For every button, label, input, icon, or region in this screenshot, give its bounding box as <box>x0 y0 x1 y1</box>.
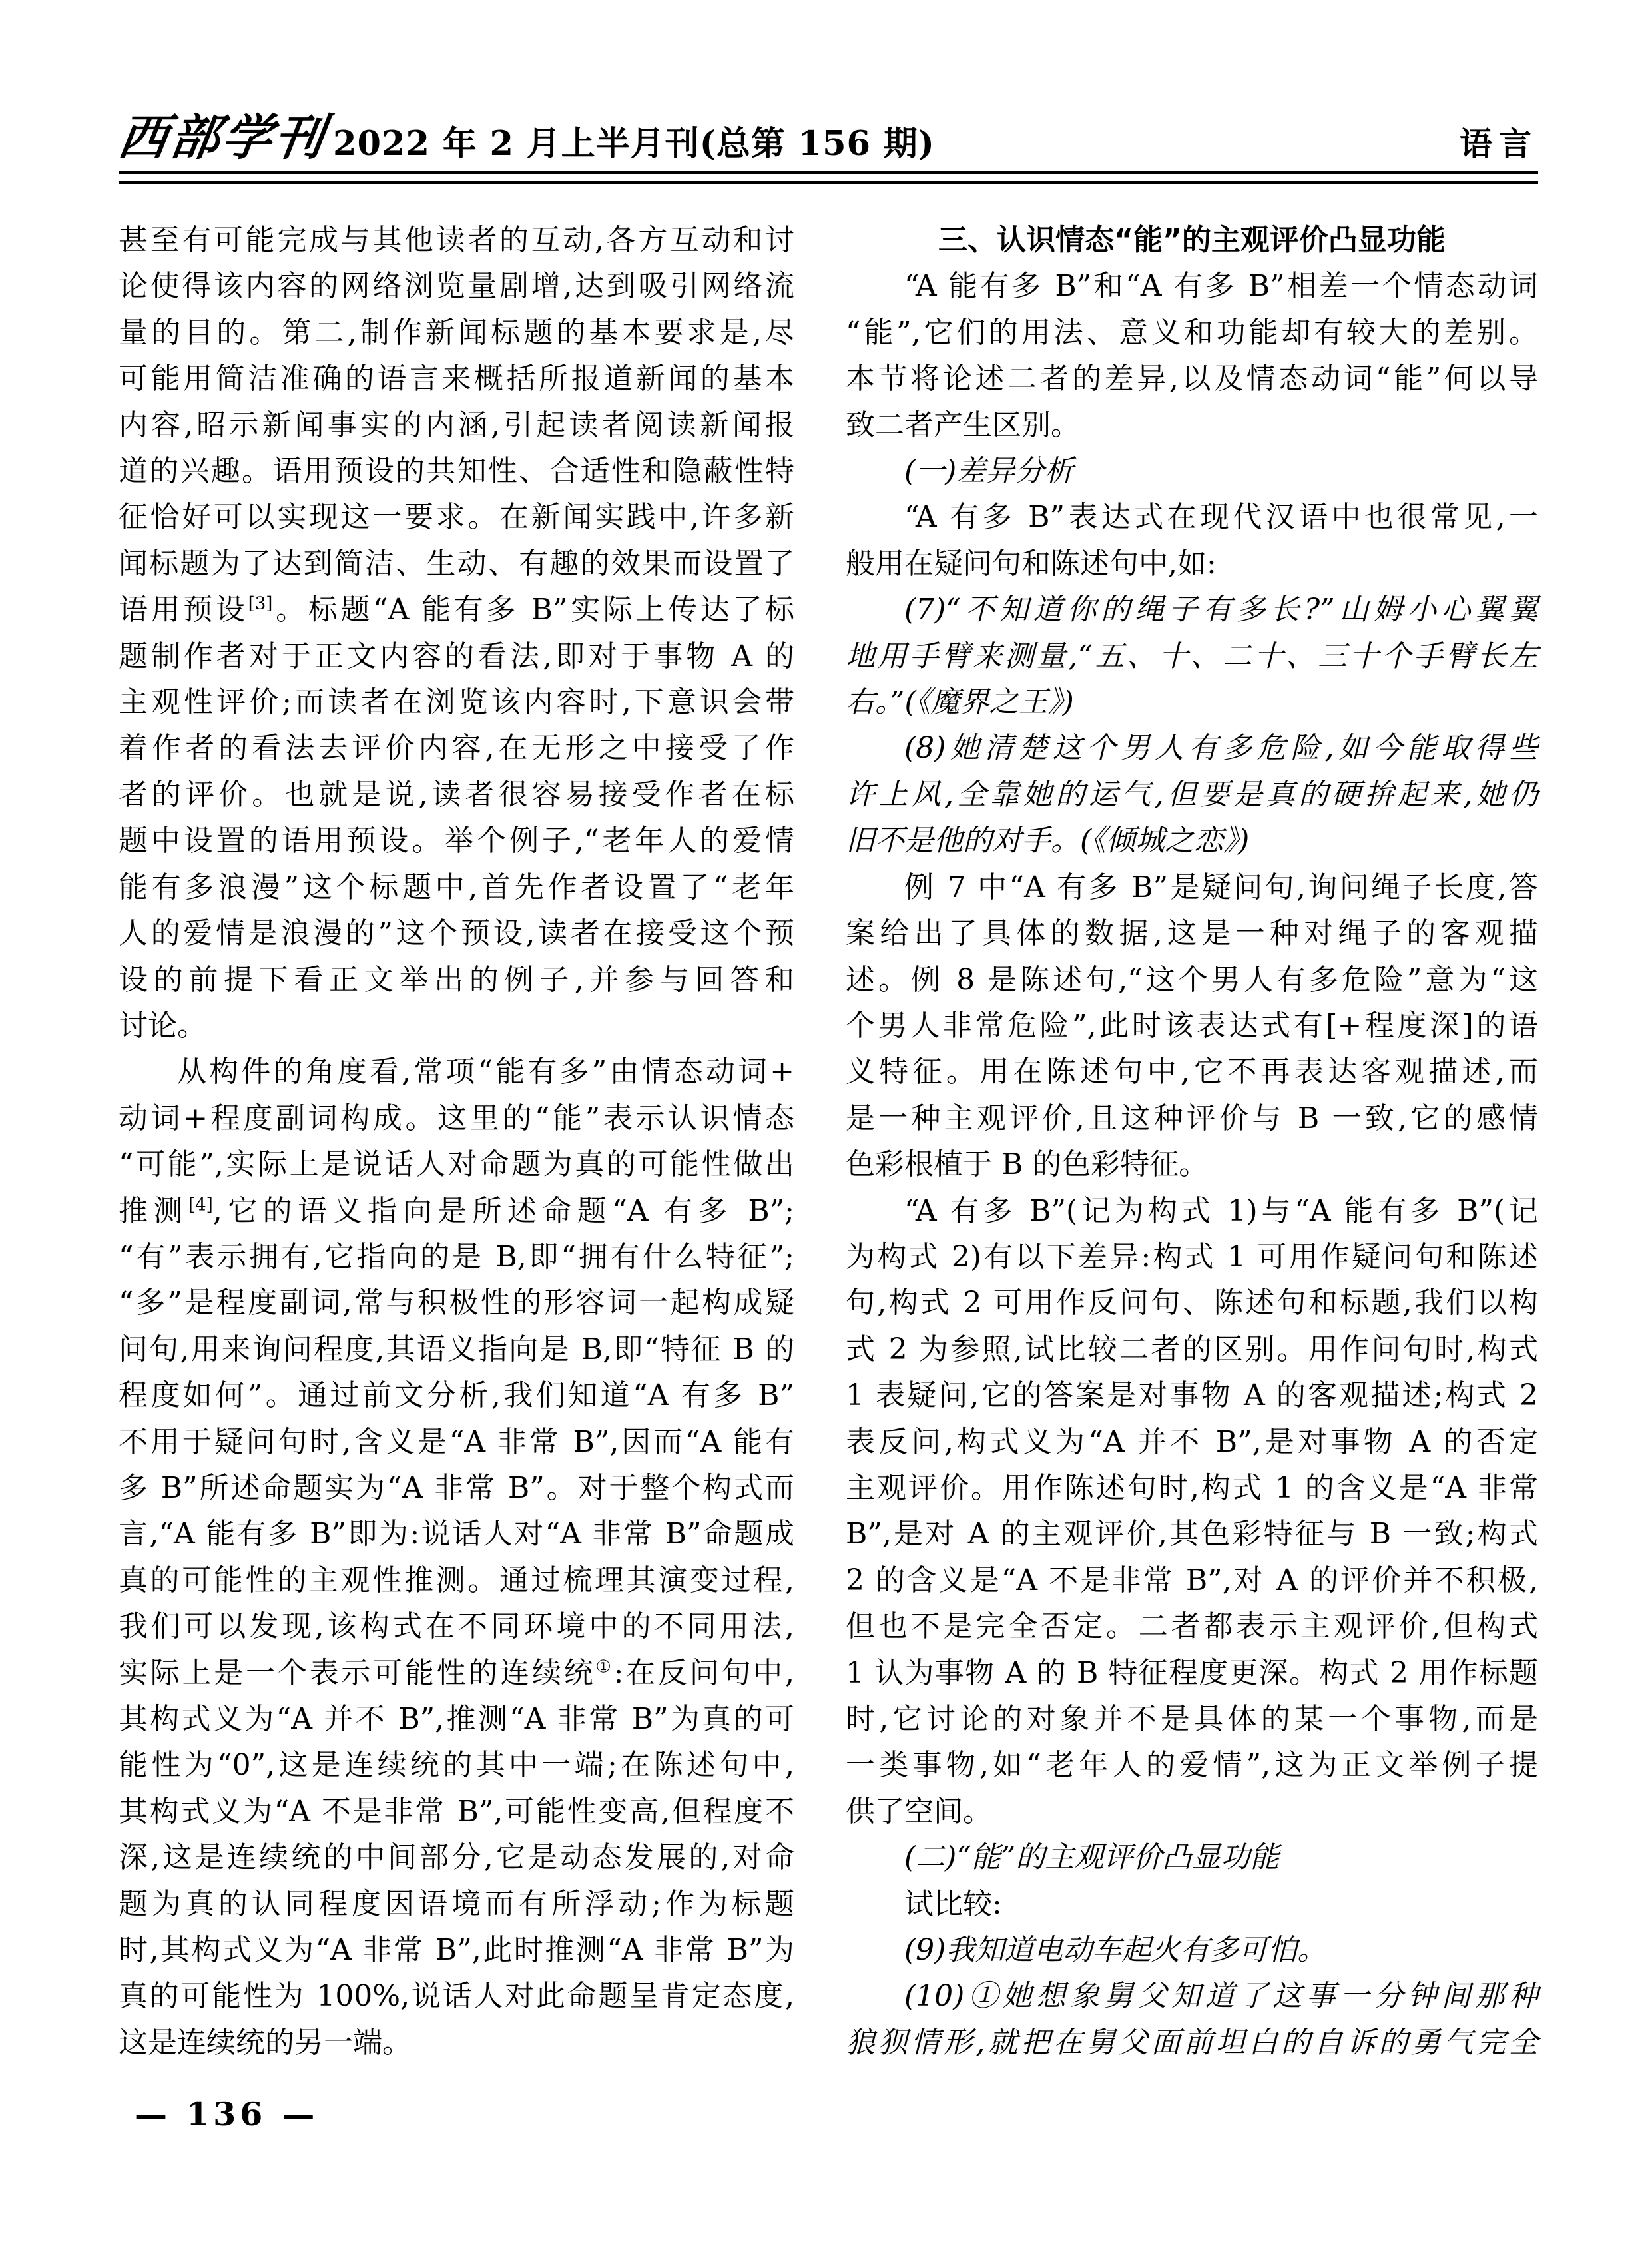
text-line: 本节将论述二者的差异,以及情态动词“能”何以导 <box>846 362 1538 396</box>
example-text-line: 许上风,全靠她的运气,但要是真的硬拚起来,她仍 <box>846 777 1538 812</box>
text-line: 题为真的认同程度因语境而有所浮动;作为标题 <box>119 1886 794 1921</box>
text-line: 真的可能性的主观性推测。通过梳理其演变过程, <box>119 1563 794 1597</box>
text-line: 题制作者对于正文内容的看法,即对于事物 A 的 <box>119 639 794 673</box>
text-line: 量的目的。第二,制作新闻标题的基本要求是,尽 <box>119 315 794 350</box>
text-line: 色彩根植于 B 的色彩特征。 <box>846 1147 1209 1182</box>
text-line: “能”,它们的用法、意义和功能却有较大的差别。 <box>846 315 1538 350</box>
text-line: “A 能有多 B”和“A 有多 B”相差一个情态动词 <box>904 269 1538 304</box>
text-line: “有”表示拥有,它指向的是 B,即“拥有什么特征”; <box>119 1239 794 1274</box>
example-text-line: (7)“不知道你的绳子有多长?”山姆小心翼翼 <box>904 593 1538 627</box>
text-line: 1 表疑问,它的答案是对事物 A 的客观描述;构式 2 <box>846 1378 1538 1413</box>
text-line: 征恰好可以实现这一要求。在新闻实践中,许多新 <box>119 500 794 535</box>
text-line: 深,这是连续统的中间部分,它是动态发展的,对命 <box>119 1840 794 1875</box>
text-line: 一类事物,如“老年人的爱情”,这为正文举例子提 <box>846 1748 1538 1783</box>
text-line: 问句,用来询问程度,其语义指向是 B,即“特征 B 的 <box>119 1332 794 1366</box>
example-text-line: (8)她清楚这个男人有多危险,如今能取得些 <box>904 731 1538 766</box>
text-line: 设的前提下看正文举出的例子,并参与回答和 <box>119 962 794 997</box>
example-text-line: 狼狈情形,就把在舅父面前坦白的自诉的勇气完全 <box>846 2025 1538 2060</box>
journal-masthead <box>114 109 935 166</box>
text-line: 1 认为事物 A 的 B 特征程度更深。构式 2 用作标题 <box>846 1655 1538 1690</box>
text-line: 言,“A 能有多 B”即为:说话人对“A 非常 B”命题成 <box>119 1517 794 1551</box>
example-text-line: (10)①她想象舅父知道了这事一分钟间那种 <box>904 1979 1538 2014</box>
text-line: 动词+程度副词构成。这里的“能”表示认识情态 <box>119 1101 794 1135</box>
example-text-line: (9)我知道电动车起火有多可怕。 <box>904 1933 1327 1968</box>
article-body <box>119 217 1538 2066</box>
text-line: 论使得该内容的网络浏览量剧增,达到吸引网络流 <box>119 269 795 304</box>
right-column <box>846 217 1538 2066</box>
text-line: 是一种主观评价,且这种评价与 B 一致,它的感情 <box>846 1101 1538 1135</box>
text-line: 案给出了具体的数据,这是一种对绳子的客观描 <box>846 916 1538 951</box>
text-line: 实际上是一个表示可能性的连续统①:在反问句中, <box>119 1655 795 1690</box>
left-column <box>119 217 794 2066</box>
text-line: 时,其构式义为“A 非常 B”,此时推测“A 非常 B”为 <box>119 1933 794 1968</box>
text-line: 致二者产生区别。 <box>846 408 1080 442</box>
text-line: 2 的含义是“A 不是非常 B”,对 A 的评价并不积极, <box>846 1563 1538 1597</box>
text-line: “可能”,实际上是说话人对命题为真的可能性做出 <box>119 1147 794 1182</box>
text-line: 讨论。 <box>119 1008 206 1043</box>
text-line: 者的评价。也就是说,读者很容易接受作者在标 <box>119 777 794 812</box>
page-header <box>114 99 1538 166</box>
example-text-line: 右。”(《魔界之王》) <box>846 685 1074 720</box>
subsection-heading: (二)“能”的主观评价凸显功能 <box>904 1840 1280 1875</box>
text-line: 句,构式 2 可用作反问句、陈述句和标题,我们以构 <box>846 1286 1538 1320</box>
text-line: 程度如何”。通过前文分析,我们知道“A 有多 B” <box>119 1378 794 1413</box>
text-line: 着作者的看法去评价内容,在无形之中接受了作 <box>119 731 794 766</box>
text-line: 道的兴趣。语用预设的共知性、合适性和隐蔽性特 <box>119 454 794 489</box>
text-line: 从构件的角度看,常项“能有多”由情态动词+ <box>177 1055 794 1089</box>
page-number: — 136 — <box>135 2095 319 2134</box>
text-line: 其构式义为“A 并不 B”,推测“A 非常 B”为真的可 <box>119 1702 794 1736</box>
text-line: 但也不是完全否定。二者都表示主观评价,但构式 <box>846 1609 1538 1644</box>
text-line: 甚至有可能完成与其他读者的互动,各方互动和讨 <box>119 223 794 257</box>
text-line: 能性为“0”,这是连续统的其中一端;在陈述句中, <box>119 1748 794 1783</box>
text-line: 式 2 为参照,试比较二者的区别。用作问句时,构式 <box>846 1332 1538 1366</box>
text-line: 语用预设[3]。标题“A 能有多 B”实际上传达了标 <box>119 593 795 627</box>
text-line: 试比较: <box>904 1886 1002 1921</box>
text-line: 主观性评价;而读者在浏览该内容时,下意识会带 <box>119 685 794 720</box>
text-line: 个男人非常危险”,此时该表达式有[+程度深]的语 <box>846 1008 1538 1043</box>
header-divider <box>119 171 1538 184</box>
text-line: 真的可能性为 100%,说话人对此命题呈肯定态度, <box>119 1979 794 2014</box>
text-line: “多”是程度副词,常与积极性的形容词一起构成疑 <box>119 1286 794 1320</box>
section-label: 语言 <box>1459 125 1538 164</box>
text-line: 可能用简洁准确的语言来概括所报道新闻的基本 <box>119 362 794 396</box>
example-text-line: 旧不是他的对手。(《倾城之恋》) <box>846 824 1250 858</box>
text-line: “A 有多 B”(记为构式 1)与“A 能有多 B”(记 <box>904 1193 1538 1228</box>
subsection-heading: (一)差异分析 <box>904 454 1074 489</box>
text-line: 其构式义为“A 不是非常 B”,可能性变高,但程度不 <box>119 1794 794 1828</box>
text-line: 般用在疑问句和陈述句中,如: <box>846 546 1217 581</box>
text-line: 推测[4],它的语义指向是所述命题“A 有多 B”; <box>119 1193 794 1228</box>
text-line: 多 B”所述命题实为“A 非常 B”。对于整个构式而 <box>119 1470 794 1505</box>
page-footer <box>119 2095 1538 2133</box>
text-line: 为构式 2)有以下差异:构式 1 可用作疑问句和陈述 <box>846 1239 1538 1274</box>
text-line: 不用于疑问句时,含义是“A 非常 B”,因而“A 能有 <box>119 1424 794 1459</box>
text-line: 表反问,构式义为“A 并不 B”,是对事物 A 的否定 <box>846 1424 1538 1459</box>
text-line: 供了空间。 <box>846 1794 992 1828</box>
example-text-line: 地用手臂来测量,“五、十、二十、三十个手臂长左 <box>846 639 1538 673</box>
section-heading: 三、认识情态“能”的主观评价凸显功能 <box>938 223 1446 257</box>
text-line: B”,是对 A 的主观评价,其色彩特征与 B 一致;构式 <box>846 1517 1538 1551</box>
text-line: 述。例 8 是陈述句,“这个男人有多危险”意为“这 <box>846 962 1538 997</box>
text-line: 内容,昭示新闻事实的内涵,引起读者阅读新闻报 <box>119 408 794 442</box>
text-line: 这是连续统的另一端。 <box>119 2025 412 2060</box>
text-line: 我们可以发现,该构式在不同环境中的不同用法, <box>119 1609 794 1644</box>
text-line: 能有多浪漫”这个标题中,首先作者设置了“老年 <box>119 870 794 904</box>
text-line: 人的爱情是浪漫的”这个预设,读者在接受这个预 <box>119 916 794 951</box>
text-line: “A 有多 B”表达式在现代汉语中也很常见,一 <box>904 500 1538 535</box>
issue-info: 2022 年 2 月上半月刊(总第 156 期) <box>333 123 935 164</box>
text-line: 闻标题为了达到简洁、生动、有趣的效果而设置了 <box>119 546 794 581</box>
text-line: 主观评价。用作陈述句时,构式 1 的含义是“A 非常 <box>846 1470 1538 1505</box>
journal-logo: 西部学刊 <box>114 109 331 166</box>
text-line: 题中设置的语用预设。举个例子,“老年人的爱情 <box>119 824 794 858</box>
text-line: 时,它讨论的对象并不是具体的某一个事物,而是 <box>846 1702 1538 1736</box>
text-line: 义特征。用在陈述句中,它不再表达客观描述,而 <box>846 1055 1538 1089</box>
text-line: 例 7 中“A 有多 B”是疑问句,询问绳子长度,答 <box>904 870 1538 904</box>
